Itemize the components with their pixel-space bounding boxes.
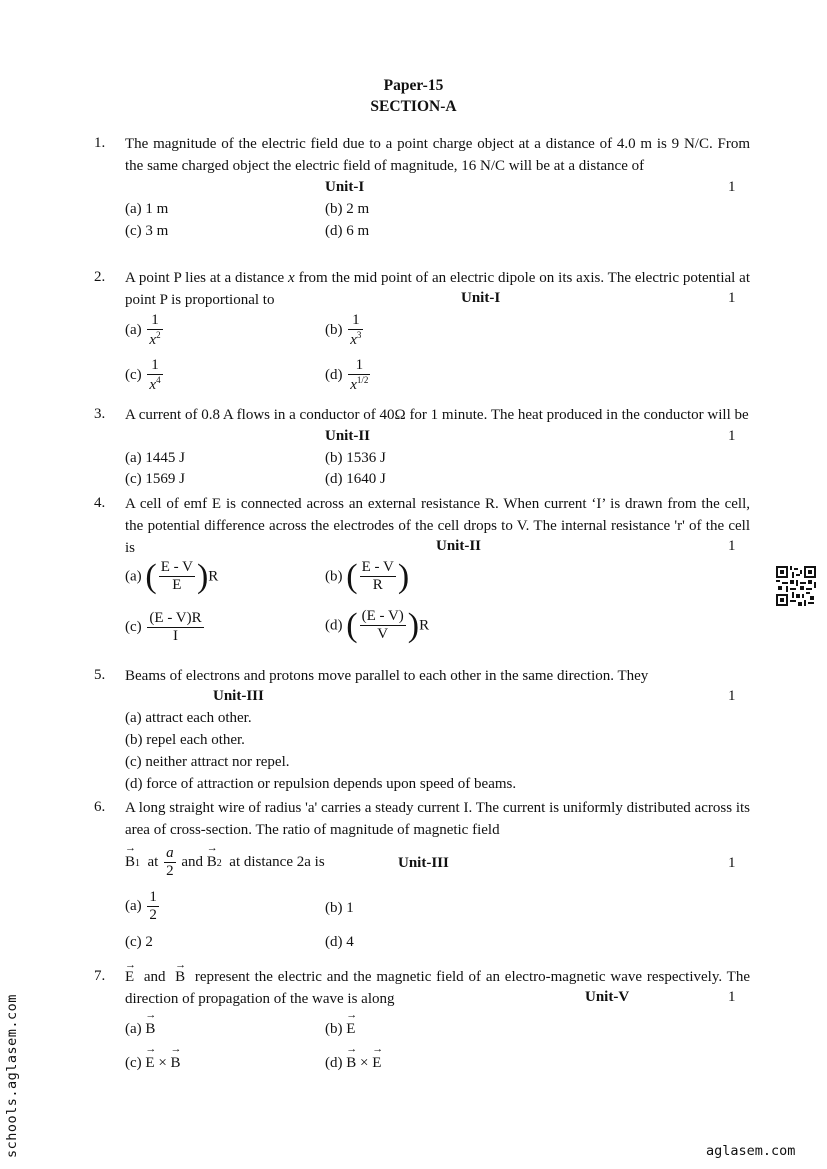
option-c: (c) 2 (125, 934, 153, 950)
option-a: (a) 1445 J (125, 450, 185, 466)
question-number: 3. (94, 406, 106, 422)
unit-label: Unit-II (325, 428, 371, 444)
option-a: (a) 1 m (125, 201, 169, 217)
question-text: A point P lies at a distance x from the mid point of an electric dipole on its axis. The electric potential at point P is proportional to (125, 270, 750, 308)
option-d: (d) 6 m (325, 223, 370, 239)
question-text-line3: → B1 at $\frac{a}{2}$ and → B2 at distance 2a is (125, 842, 325, 879)
option-b: (b) 1 (325, 900, 354, 916)
option-d: (d) 1640 J (325, 471, 386, 487)
footer-watermark: aglasem.com (706, 1143, 796, 1159)
marks: 1 (728, 179, 736, 195)
paper-title: Paper-15 (383, 77, 444, 94)
question-text: The magnitude of the electric field due to a point charge object at a distance of 4.0 m is 9 N/C. From the same charged object the electric field of magnitude, 16 N/C will be at a distance of (125, 136, 750, 174)
option-d: (d) force of attraction or repulsion depends upon speed of beams. (125, 776, 517, 792)
unit-label: Unit-V (585, 989, 630, 1005)
option-c: (c) neither attract nor repel. (125, 754, 290, 770)
option-b: (b) ( $\frac{E - V}{R}$ ) (325, 558, 410, 595)
unit-label: Unit-II (436, 538, 482, 554)
option-a: (a) $\frac{1}{x^2}$ (125, 312, 161, 348)
marks: 1 (728, 428, 736, 444)
question-number: 6. (94, 799, 106, 815)
marks: 1 (728, 855, 736, 871)
section-title: SECTION-A (370, 98, 457, 115)
question-number: 1. (94, 135, 106, 151)
option-d: (d) 4 (325, 934, 354, 950)
option-a: (a) → B (125, 1009, 157, 1037)
question-number: 4. (94, 495, 106, 511)
question-number: 5. (94, 667, 106, 683)
qr-code-icon (776, 566, 816, 606)
option-c: (c) $\frac{1}{x^4}$ (125, 357, 161, 393)
option-c: (c) → E × → B (125, 1043, 182, 1071)
marks: 1 (728, 290, 736, 306)
option-b: (b) 1536 J (325, 450, 386, 466)
option-a: (a) ( $\frac{E - V}{E}$ )R (125, 558, 219, 595)
question-text: Beams of electrons and protons move parallel to each other in the same direction. They (125, 668, 649, 684)
unit-label: Unit-I (325, 179, 365, 195)
option-b: (b) → E (325, 1009, 358, 1037)
option-d: (d) → B × → E (325, 1043, 384, 1071)
side-watermark: schools.aglasem.com (4, 994, 20, 1158)
marks: 1 (728, 688, 736, 704)
option-b: (b) 2 m (325, 201, 370, 217)
question-text: A long straight wire of radius 'a' carries a steady current I. The current is uniformly distributed across its area of cross-section. The ratio of magnitude of magnetic field (125, 800, 750, 838)
unit-label: Unit-III (213, 688, 264, 704)
option-c: (c) 1569 J (125, 471, 185, 487)
question-number: 7. (94, 968, 106, 984)
marks: 1 (728, 538, 736, 554)
question-text: A current of 0.8 A flows in a conductor of 40Ω for 1 minute. The heat produced in the conductor will be (125, 407, 749, 423)
option-a: (a) $\frac{1}{2}$ (125, 889, 157, 923)
option-a: (a) attract each other. (125, 710, 252, 726)
option-d: (d) $\frac{1}{x^{1/2}}$ (325, 357, 369, 393)
unit-label: Unit-III (398, 855, 449, 871)
question-text: A cell of emf E is connected across an external resistance R. When current ‘I’ is drawn from the cell, the potential difference across the electrodes of the cell drops to V. The internal resistance 'r' of the cell is (125, 496, 750, 556)
option-c: (c) 3 m (125, 223, 169, 239)
question-number: 2. (94, 269, 106, 285)
option-d: (d) ( $\frac{(E - V)}{V}$ )R (325, 607, 430, 644)
option-c: (c) $\frac{(E - V)R}{I}$ (125, 610, 202, 644)
question-text: → E and → B represent the electric and the magnetic field of an electro-magnetic wave respectively. The direction of propagation of the wave is along (125, 959, 750, 1007)
option-b: (b) $\frac{1}{x^3}$ (325, 312, 362, 348)
unit-label: Unit-I (461, 290, 501, 306)
marks: 1 (728, 989, 736, 1005)
option-b: (b) repel each other. (125, 732, 245, 748)
